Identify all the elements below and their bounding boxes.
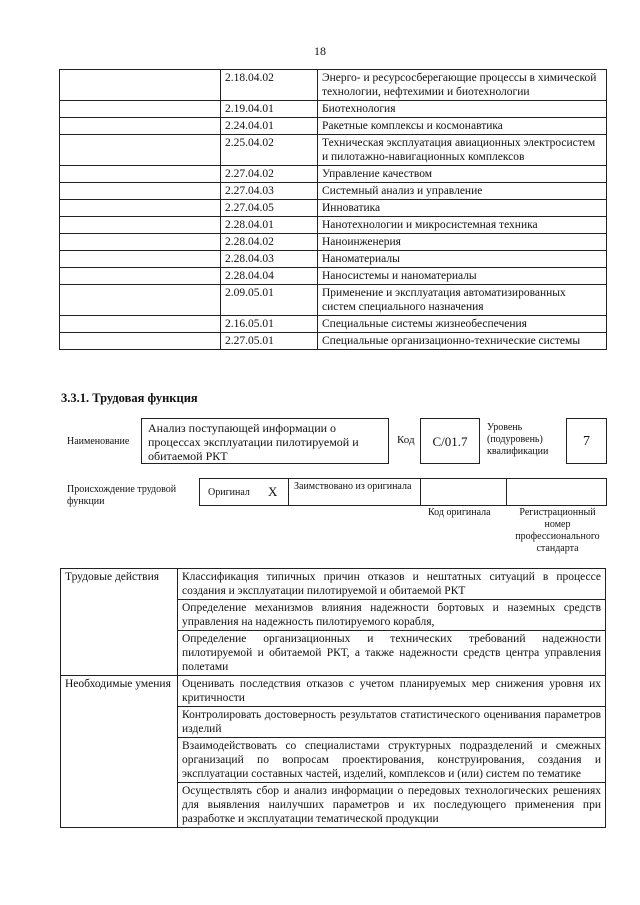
divider (288, 478, 289, 506)
specialty-name: Ракетные комплексы и космонавтика (318, 118, 607, 135)
empty-cell (60, 101, 221, 118)
divider (506, 478, 507, 506)
table-row (60, 101, 607, 118)
specialty-code: 2.18.04.02 (221, 70, 318, 101)
activity-item: Определение механизмов влияния надежности бортовых и наземных средств управления на надежность пилотируемого корабля, (178, 600, 606, 631)
activity-item: Контролировать достоверность результатов статистического оценивания параметров изделий (178, 707, 606, 738)
specialty-code: 2.25.04.02 (221, 135, 318, 166)
table-row (60, 70, 607, 101)
original-label: Оригинал (208, 487, 250, 498)
table-row (61, 569, 606, 600)
original-mark: X (268, 484, 278, 499)
specialty-name: Системный анализ и управление (318, 183, 607, 200)
activity-item: Осуществлять сбор и анализ информации о передовых технологических решениях для выявления наилучших параметров и их последующего применения при разработке и эксплуатации тематической продукции (178, 783, 606, 828)
table-row (60, 316, 607, 333)
empty-cell (60, 118, 221, 135)
table-row (61, 676, 606, 707)
specialty-code: 2.27.04.02 (221, 166, 318, 183)
table-row (60, 200, 607, 217)
specialty-code: 2.16.05.01 (221, 316, 318, 333)
specialty-name: Энерго- и ресурсосберегающие процессы в химической технологии, нефтехимии и биотехнологии (318, 70, 607, 101)
empty-cell (60, 217, 221, 234)
specialty-name: Специальные системы жизнеобеспечения (318, 316, 607, 333)
empty-cell (60, 135, 221, 166)
specialty-name: Нанотехнологии и микросистемная техника (318, 217, 607, 234)
table-row (60, 234, 607, 251)
specialties-table (59, 69, 607, 350)
specialty-name: Управление качеством (318, 166, 607, 183)
specialty-name: Биотехнология (318, 101, 607, 118)
borrowed-label: Заимствовано из оригинала (294, 481, 412, 492)
activity-item: Оценивать последствия отказов с учетом планируемых мер снижения уровня их критичности (178, 676, 606, 707)
table-row (60, 166, 607, 183)
empty-cell (60, 183, 221, 200)
empty-cell (60, 234, 221, 251)
activity-item: Классификация типичных причин отказов и нештатных ситуаций в процессе создания и эксплуатации пилотируемой и обитаемой РКТ (178, 569, 606, 600)
specialty-code: 2.27.05.01 (221, 333, 318, 350)
group-header: Трудовые действия (61, 569, 178, 676)
reg-number-caption: Регистрационный номер профессионального стандарта (515, 507, 600, 554)
specialty-name: Наноинженерия (318, 234, 607, 251)
specialty-code: 2.28.04.01 (221, 217, 318, 234)
table-row (60, 285, 607, 316)
specialty-name: Применение и эксплуатация автоматизированных систем специального назначения (318, 285, 607, 316)
specialty-name: Наносистемы и наноматериалы (318, 268, 607, 285)
level-value: 7 (566, 418, 607, 464)
page-number: 18 (314, 44, 326, 58)
empty-cell (60, 316, 221, 333)
table-row (60, 333, 607, 350)
specialty-code: 2.24.04.01 (221, 118, 318, 135)
table-row (60, 118, 607, 135)
specialty-code: 2.19.04.01 (221, 101, 318, 118)
activities-table (60, 568, 606, 828)
function-name: Анализ поступающей информации о процессах эксплуатации пилотируемой и обитаемой РКТ (141, 418, 389, 464)
table-row (60, 183, 607, 200)
specialty-name: Инноватика (318, 200, 607, 217)
code-original-caption: Код оригинала (428, 507, 491, 518)
empty-cell (60, 333, 221, 350)
name-label: Наименование (67, 436, 130, 447)
specialty-code: 2.27.04.05 (221, 200, 318, 217)
specialty-code: 2.09.05.01 (221, 285, 318, 316)
divider (420, 478, 421, 506)
activity-item: Взаимодействовать со специалистами структурных подразделений и смежных организаций по вопросам проектирования, конструирования, создания и эксплуатации составных частей, изделий, комплексов и (или) систем по тематике (178, 738, 606, 783)
specialty-name: Техническая эксплуатация авиационных электросистем и пилотажно-навигационных комплексов (318, 135, 607, 166)
table-row (60, 135, 607, 166)
specialty-code: 2.28.04.04 (221, 268, 318, 285)
empty-cell (60, 200, 221, 217)
origin-label: Происхождение трудовой функции (67, 484, 177, 507)
section-title: 3.3.1. Трудовая функция (61, 391, 198, 405)
table-row (60, 268, 607, 285)
empty-cell (60, 285, 221, 316)
activity-item: Определение организационных и технических требований надежности пилотируемой и обитаемой РКТ, а также надежности средств центра управления полетами (178, 631, 606, 676)
group-header: Необходимые умения (61, 676, 178, 828)
specialty-code: 2.27.04.03 (221, 183, 318, 200)
level-label: Уровень (подуровень) квалификации (487, 422, 549, 457)
specialty-name: Специальные организационно-технические системы (318, 333, 607, 350)
specialty-code: 2.28.04.03 (221, 251, 318, 268)
empty-cell (60, 251, 221, 268)
code-label: Код (397, 434, 415, 446)
specialty-name: Наноматериалы (318, 251, 607, 268)
specialty-code: 2.28.04.02 (221, 234, 318, 251)
table-row (60, 251, 607, 268)
empty-cell (60, 166, 221, 183)
empty-cell (60, 70, 221, 101)
table-row (60, 217, 607, 234)
empty-cell (60, 268, 221, 285)
function-code: С/01.7 (420, 418, 480, 464)
